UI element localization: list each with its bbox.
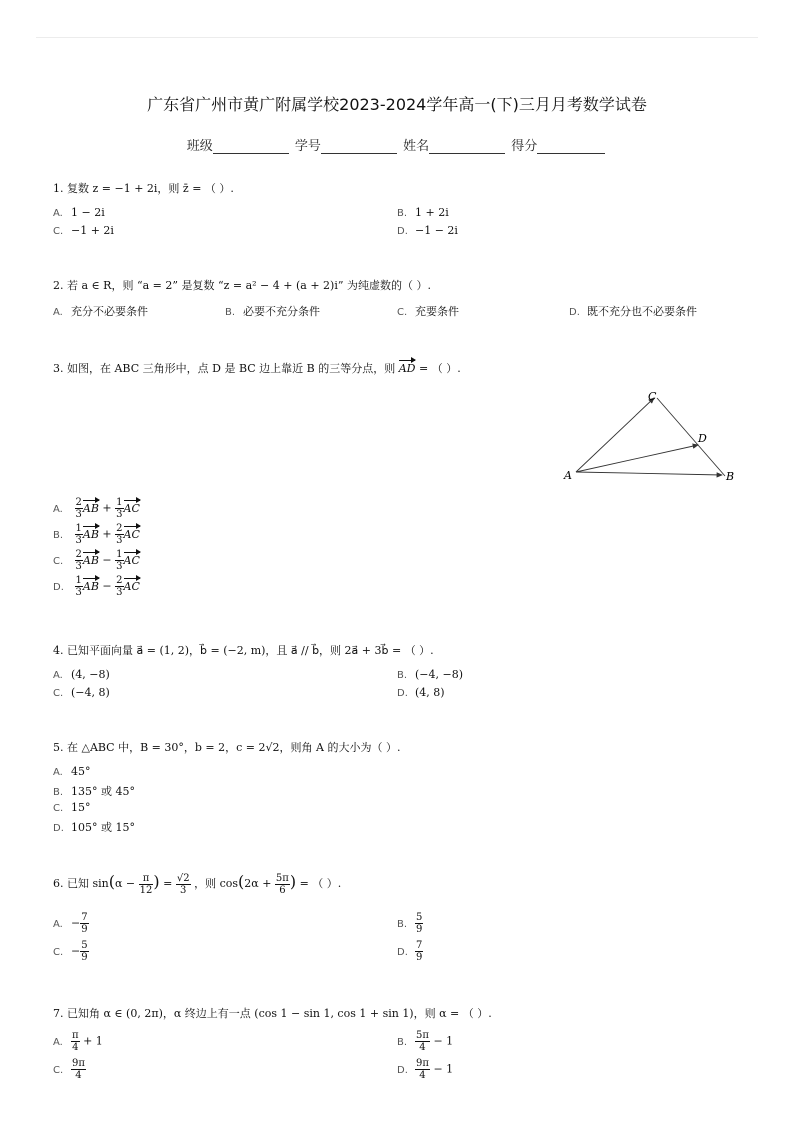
question-1-option-d: D. −1 − 2i (397, 224, 458, 237)
label-d: D (698, 432, 707, 445)
field-score-label: 得分 (511, 139, 538, 154)
question-5-option-c: C. 15° (53, 801, 91, 814)
question-5-stem: 5. 在 △ABC 中，B = 30°，b = 2，c = 2√2，则角 A 的大小为（ ）. (53, 741, 401, 754)
triangle-figure (560, 388, 750, 488)
question-1-stem: 1. 复数 z = −1 + 2i，则 z̄ = （ ）. (53, 182, 234, 195)
question-7-option-a: A. $\frac{\pi}{4}$ + 1 (53, 1030, 103, 1053)
label-b: B (726, 470, 735, 483)
question-3-option-c: C. $\frac{2}{3}$ AB − $\frac{1}{3}$ AC (53, 549, 140, 572)
segment-ac (576, 398, 654, 472)
segment-ad (576, 445, 698, 472)
field-number-blank[interactable] (321, 139, 397, 154)
vector-ad: AD (398, 362, 416, 375)
question-6-option-b: B. $\frac{5}{9}$ (397, 912, 423, 935)
question-5-option-a: A. 45° (53, 765, 91, 778)
question-1-option-a: A. 1 − 2i (53, 206, 105, 219)
question-4-option-c: C. (−4, 8) (53, 686, 110, 699)
question-4-option-d: D. (4, 8) (397, 686, 445, 699)
label-c: C (648, 390, 657, 403)
label-a: A (564, 469, 572, 482)
field-number-label: 学号 (294, 139, 321, 154)
question-4-option-b: B. (−4, −8) (397, 668, 464, 681)
question-3-stem: 3. 如图，在 ABC 三角形中，点 D 是 BC 边上靠近 B 的三等分点，则 AD = （ ）. (53, 362, 461, 375)
question-3-option-a: A. $\frac{2}{3}$ AB + $\frac{1}{3}$ AC (53, 497, 140, 520)
question-6-option-a: A. − $\frac{7}{9}$ (53, 912, 88, 935)
question-4-stem: 4. 已知平面向量 a⃗ = (1, 2)，b⃗ = (−2, m)，且 a⃗ // b⃗，则 2a⃗ + 3b⃗ = （ ）. (53, 644, 434, 657)
question-2-option-c: C. 充要条件 (397, 305, 459, 318)
question-6-option-d: D. $\frac{7}{9}$ (397, 940, 423, 963)
field-name-label: 姓名 (403, 139, 430, 154)
question-3-option-b: B. $\frac{1}{3}$ AB + $\frac{2}{3}$ AC (53, 523, 140, 546)
student-info-line (0, 135, 794, 154)
field-class-blank[interactable] (213, 139, 289, 154)
segment-ab (576, 472, 722, 475)
question-2-stem: 2. 若 a ∈ R，则 “a = 2” 是复数 “z = a² − 4 + (a + 2)i” 为纯虚数的（ ）. (53, 279, 431, 292)
question-4-option-a: A. (4, −8) (53, 668, 110, 681)
field-score-blank[interactable] (537, 139, 605, 154)
question-2-option-d: D. 既不充分也不必要条件 (569, 305, 697, 318)
page-title: 广东省广州市黄广附属学校2023-2024学年高一(下)三月月考数学试卷 (147, 95, 647, 114)
question-2-option-a: A. 充分不必要条件 (53, 305, 148, 318)
question-5-option-d: D. 105° 或 15° (53, 821, 135, 834)
question-5-option-b: B. 135° 或 45° (53, 785, 135, 798)
question-3-option-d: D. $\frac{1}{3}$ AB − $\frac{2}{3}$ AC (53, 575, 140, 598)
question-6-stem: 6. 已知 sin(α − $\frac{\pi}{12}$ ) = $\frac{√2}{3}$ ，则 cos(2α + $\frac{5\pi}{6}$ ) = （ ）. (53, 872, 342, 896)
question-1-option-c: C. −1 + 2i (53, 224, 114, 237)
question-1-option-b: B. 1 + 2i (397, 206, 449, 219)
question-6-option-c: C. − $\frac{5}{9}$ (53, 940, 88, 963)
question-7-stem: 7. 已知角 α ∈ (0, 2π)，α 终边上有一点 (cos 1 − sin 1, cos 1 + sin 1)，则 α = （ ）. (53, 1007, 492, 1020)
field-name-blank[interactable] (429, 139, 505, 154)
segment-cb (657, 398, 725, 476)
field-class-label: 班级 (186, 139, 213, 154)
question-7-option-b: B. $\frac{5\pi}{4}$ − 1 (397, 1030, 454, 1053)
question-7-option-d: D. $\frac{9\pi}{4}$ − 1 (397, 1058, 454, 1081)
top-rule (36, 37, 758, 38)
question-2-option-b: B. 必要不充分条件 (225, 305, 320, 318)
question-7-option-c: C. $\frac{9\pi}{4}$ (53, 1058, 85, 1081)
